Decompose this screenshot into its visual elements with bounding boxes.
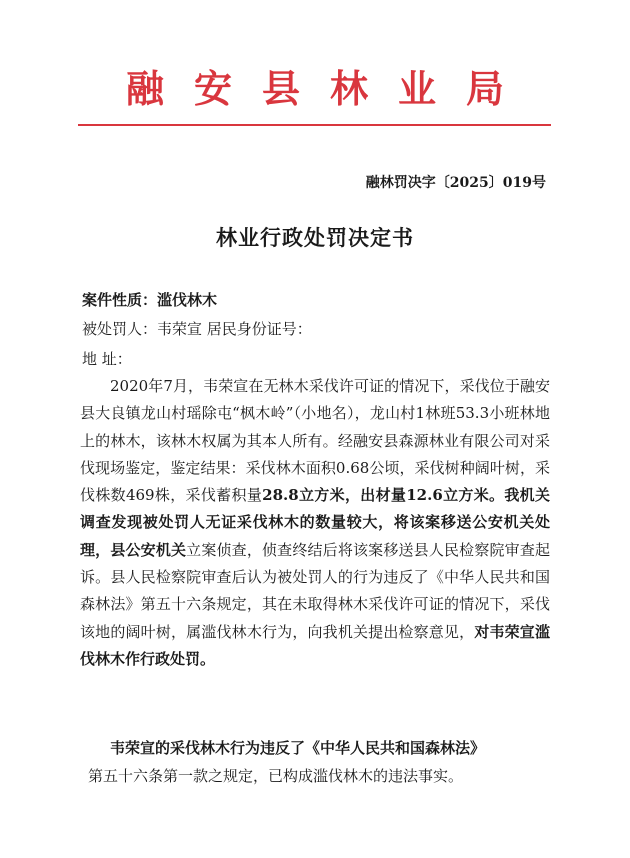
penalized-party: 被处罚人：韦荣宣 居民身份证号：: [82, 320, 312, 338]
facts-paragraph: [80, 373, 550, 673]
facts-bold-text: 28.8立方米，出材量12.6立方米。我机关调查发现被处罚人无证采伐林木的数量较大，将该案移送公安机关处理，县公安机关: [80, 486, 550, 559]
address: 地 址：: [82, 350, 132, 368]
violation-paragraph: [80, 734, 550, 790]
case-nature: 案件性质：滥伐林木: [82, 291, 218, 309]
facts-bold-text-2: 对韦荣宣滥伐林木作行政处罚。: [80, 622, 550, 668]
violation-line-2: 第五十六条第一款之规定，已构成滥伐林木的违法事实。: [88, 767, 464, 785]
org-header: 融安县林业局: [125, 66, 534, 111]
document-title: 林业行政处罚决定书: [216, 225, 414, 250]
document-number: 融林罚决字〔2025〕019号: [365, 175, 546, 191]
red-divider: [78, 124, 551, 126]
violation-line-1: 韦荣宣的采伐林木行为违反了《中华人民共和国森林法》: [110, 739, 486, 757]
facts-text: 2020年7月，韦荣宣在无林木采伐许可证的情况下，采伐位于融安县大良镇龙山村瑶除屯“枫木岭”（小地名），龙山村1林班53.3小班林地上的林木，该林木权属为其本人所有。经融安县森源林业有限公司对采伐现场鉴定，鉴定结果：采伐林木面积0.68公顷，采伐树种阔叶树，采伐株数469株，采伐蓄积量: [80, 377, 550, 505]
facts-text-2: 立案侦查，侦查终结后将该案移送县人民检察院审查起诉。县人民检察院审查后认为被处罚人的行为违反了《中华人民共和国森林法》第五十六条规定，其在未取得林木采伐许可证的情况下，采伐该地的阔叶树，属滥伐林木行为，向我机关提出检察意见，: [80, 540, 550, 641]
